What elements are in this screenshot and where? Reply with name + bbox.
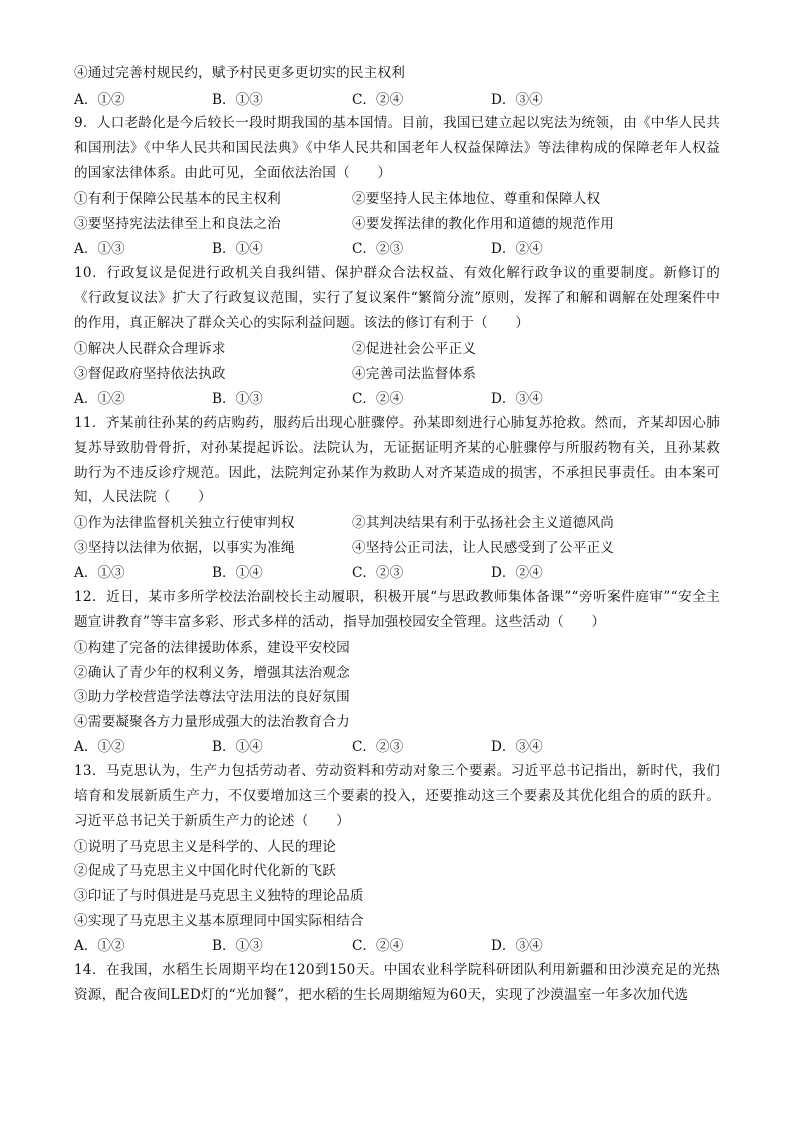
- q9-statement-2: ②要坚持人民主体地位、尊重和保障人权: [352, 191, 601, 207]
- q12-statement-4: ④需要凝聚各方力量形成强大的法治教育合力: [74, 714, 350, 730]
- q10-statement-4: ④完善司法监督体系: [352, 366, 477, 382]
- q13-option-c: C．②④: [352, 938, 404, 954]
- option-a: A．①②: [74, 92, 125, 108]
- q11-option-b: B．①④: [212, 565, 263, 581]
- q9-statement-3: ③要坚持宪法法律至上和良法之治: [74, 216, 281, 232]
- q11-statement-4: ④坚持公正司法，让人民感受到了公平正义: [352, 540, 615, 556]
- q11-option-c: C．②③: [352, 565, 404, 581]
- q11-statement-2: ②其判决结果有利于弘扬社会主义道德风尚: [352, 515, 615, 531]
- q13-option-a: A．①②: [74, 938, 125, 954]
- statement-4: ④通过完善村规民约，赋予村民更多更切实的民主权利: [74, 65, 406, 81]
- q12-stem: 12．近日，某市多所学校法治副校长主动履职，积极开展“与思政教师集体备课”“旁听案件庭审”“安全主题宣讲教育”等丰富多彩、形式多样的活动，指导加强校园安全管理。这些活动（ ）: [74, 589, 720, 630]
- q9-option-a: A．①③: [74, 241, 125, 257]
- q10-option-d: D．③④: [491, 391, 543, 407]
- q13-option-d: D．③④: [491, 938, 543, 954]
- option-b: B．①③: [212, 92, 263, 108]
- q9-statement-4: ④要发挥法律的教化作用和道德的规范作用: [352, 216, 615, 232]
- q13-stem: 13．马克思认为，生产力包括劳动者、劳动资料和劳动对象三个要素。习近平总书记指出，新时代，我们培育和发展新质生产力，不仅要增加这三个要素的投入，还要推动这三个要素及其优化组合的质的跃升。习近平总书记关于新质生产力的论述（ ）: [74, 763, 720, 829]
- option-c: C．②④: [352, 92, 404, 108]
- q10-statement-3: ③督促政府坚持依法执政: [74, 366, 226, 382]
- q12-statement-3: ③助力学校营造学法尊法守法用法的良好氛围: [74, 689, 350, 705]
- q12-statement-1: ①构建了完备的法律援助体系，建设平安校园: [74, 640, 350, 656]
- q13-statement-3: ③印证了与时俱进是马克思主义独特的理论品质: [74, 888, 364, 904]
- q11-option-d: D．②④: [491, 565, 543, 581]
- q10-statement-1: ①解决人民群众合理诉求: [74, 341, 226, 357]
- q11-stem: 11．齐某前往孙某的药店购药，服药后出现心脏骤停。孙某即刻进行心肺复苏抢救。然而，齐某却因心肺复苏导致肋骨骨折，对孙某提起诉讼。法院认为，无证据证明齐某的心脏骤停与所服药物有关，且孙某救助行为不违反诊疗规范。因此，法院判定孙某作为救助人对齐某造成的损害，不承担民事责任。由本案可知，人民法院（ ）: [74, 415, 720, 506]
- q9-statement-1: ①有利于保障公民基本的民主权利: [74, 191, 281, 207]
- q10-option-c: C．②④: [352, 391, 404, 407]
- option-d: D．③④: [491, 92, 543, 108]
- q12-statement-2: ②确认了青少年的权利义务，增强其法治观念: [74, 665, 350, 681]
- q12-option-d: D．③④: [491, 739, 543, 755]
- q9-option-b: B．①④: [212, 241, 263, 257]
- q10-option-b: B．①③: [212, 391, 263, 407]
- q10-stem: 10．行政复议是促进行政机关自我纠错、保护群众合法权益、有效化解行政争议的重要制度。新修订的《行政复议法》扩大了行政复议范围，实行了复议案件“繁简分流”原则，发挥了和解和调解在处理案件中的作用，真正解决了群众关心的实际利益问题。该法的修订有利于（ ）: [74, 265, 720, 331]
- q13-statement-1: ①说明了马克思主义是科学的、人民的理论: [74, 839, 337, 855]
- q10-option-a: A．①②: [74, 391, 125, 407]
- q12-option-a: A．①②: [74, 739, 125, 755]
- q13-statement-2: ②促成了马克思主义中国化时代化新的飞跃: [74, 863, 337, 879]
- q14-stem: 14．在我国，水稻生长周期平均在120到150天。中国农业科学院科研团队利用新疆和田沙漠充足的光热资源，配合夜间LED灯的“光加餐”，把水稻的生长周期缩短为60天，实现了沙漠温室一年多次加代选: [74, 962, 720, 1003]
- q9-option-c: C．②③: [352, 241, 404, 257]
- q12-option-b: B．①④: [212, 739, 263, 755]
- q12-option-c: C．②③: [352, 739, 404, 755]
- q11-statement-1: ①作为法律监督机关独立行使审判权: [74, 515, 295, 531]
- q11-option-a: A．①③: [74, 565, 125, 581]
- q13-option-b: B．①③: [212, 938, 263, 954]
- q11-statement-3: ③坚持以法律为依据，以事实为准绳: [74, 540, 295, 556]
- q9-stem: 9．人口老龄化是今后较长一段时期我国的基本国情。目前，我国已建立起以宪法为统领，由《中华人民共和国刑法》《中华人民共和国民法典》《中华人民共和国老年人权益保障法》等法律构成的保障老年人权益的国家法律体系。由此可见，全面依法治国（ ）: [74, 115, 720, 181]
- q9-option-d: D．②④: [491, 241, 543, 257]
- q13-statement-4: ④实现了马克思主义基本原理同中国实际相结合: [74, 913, 364, 929]
- q10-statement-2: ②促进社会公平正义: [352, 341, 477, 357]
